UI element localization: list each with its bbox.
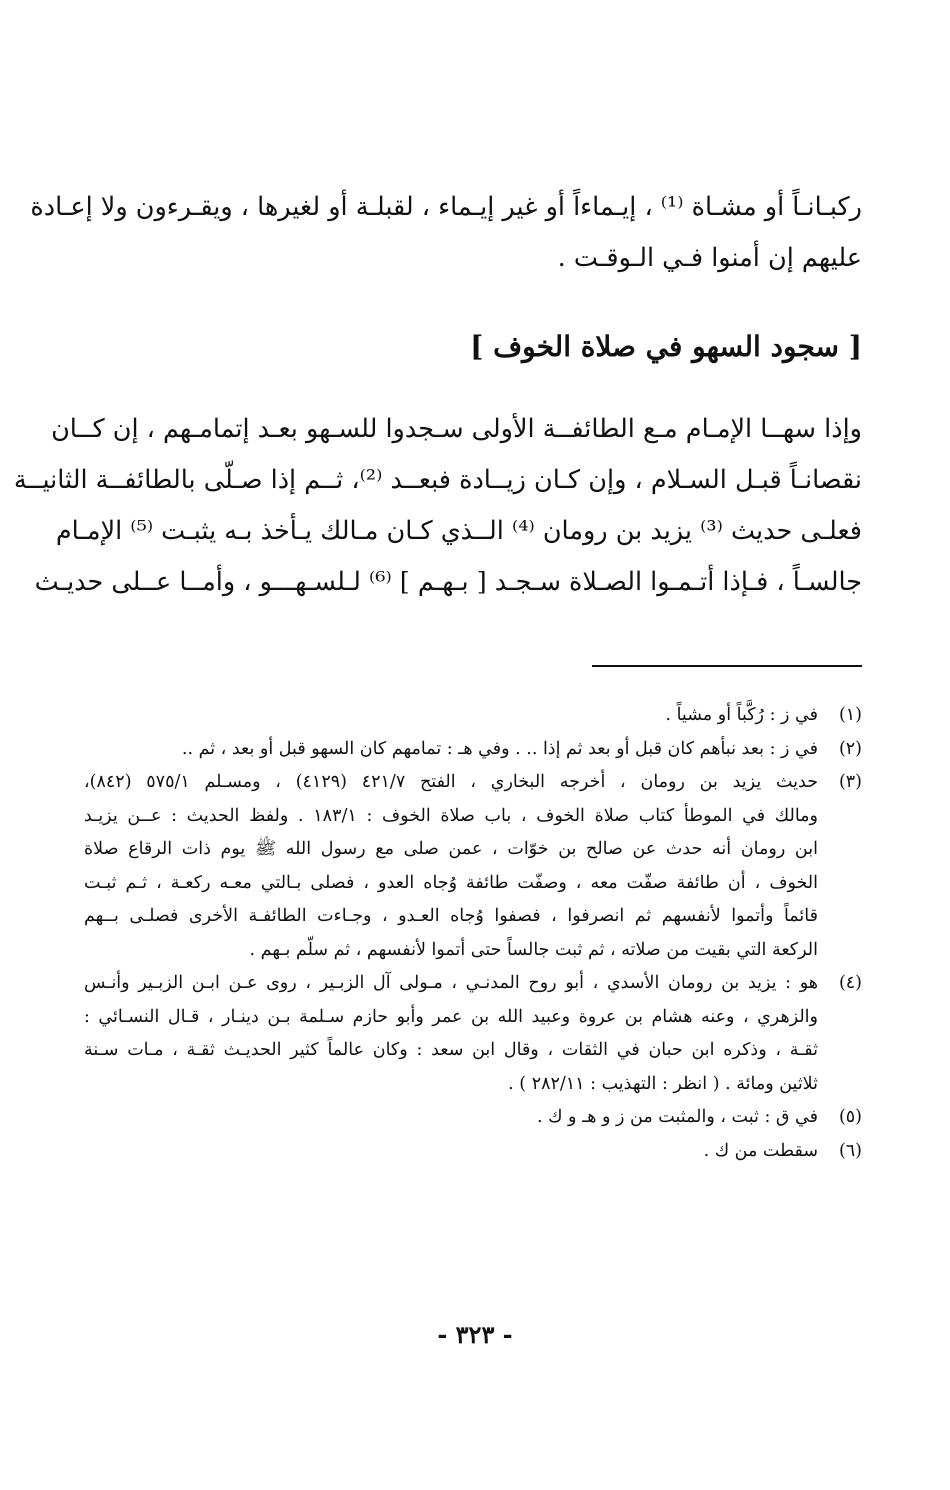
footnote-number: (٥) <box>838 1107 862 1127</box>
footnote-4 <box>84 967 862 1101</box>
page-number: - ٣٢٣ - <box>437 1320 513 1349</box>
footnote-number: (٢) <box>838 738 862 759</box>
footnote-5 <box>84 1101 862 1135</box>
footnote-1 <box>84 699 862 733</box>
paragraph-2-line-3: فعلـى حديث ⁽³⁾ يزيد بن رومان ⁽⁴⁾ الــذي كـان مـالك يـأخذ بـه يثبـت ⁽⁵⁾ الإمـام <box>55 516 862 546</box>
paragraph-2-line-4: جالسـاً ، فـإذا أتـمـوا الصـلاة سـجـد [ بـهـم ] ⁽⁶⁾ لـلسـهـــو ، وأمــا عــلى حديـث <box>34 567 862 597</box>
footnote-number: (٦) <box>838 1140 862 1161</box>
footnote-line: الركعة التي بقيت من صلاته ، ثم ثبت جالساً حتى أتموا لأنفسهم ، ثم سلّم بـهم . <box>249 939 818 960</box>
footnote-6 <box>84 1135 862 1169</box>
paragraph-1-line-2: عليهم إن أمنوا فـي الـوقـت . <box>557 243 862 273</box>
section-heading: [ سجود السهو في صلاة الخوف ] <box>470 330 862 363</box>
footnotes <box>84 699 862 1168</box>
footnote-line: في ز : رُكَّباً أو مشياً . <box>665 705 818 725</box>
footnote-line: حديث يزيد بن رومان ، أخرجه البخاري ، الفتح ٤٢١/٧ (٤١٢٩) ، ومسـلم ٥٧٥/١ (٨٤٢)، <box>84 772 819 792</box>
footnote-line: ومالك في الموطأ كتاب صلاة الخوف ، باب صلاة الخوف : ١٨٣/١ . ولفظ الحديث : عــن يزيـد <box>84 805 818 826</box>
footnote-line: سقطت من ك . <box>703 1140 818 1161</box>
footnote-line: قائماً وأتموا لأنفسهم ثم انصرفوا ، فصفوا وُجاه العـدو ، وجـاءت الطائفـة الأخرى فصلـى بــهم <box>84 906 818 926</box>
footnote-3 <box>84 766 862 967</box>
footnote-separator <box>592 665 862 667</box>
paragraph-2-line-2: نقصانـاً قبـل السـلام ، وإن كـان زيــادة فبعــد ⁽²⁾، ثــم إذا صـلّى بالطائفــة الثانيــة <box>13 465 862 495</box>
footnote-number: (٤) <box>838 973 862 993</box>
paragraph-2-line-1: وإذا سهــا الإمـام مـع الطائفــة الأولى سـجدوا للسـهو بعـد إتمامـهم ، إن كــان <box>51 414 862 444</box>
footnote-2 <box>84 733 862 767</box>
footnote-line: ابن رومان أنه حدث عن صالح بن خوّات ، عمن صلى مع رسول الله ﷺ يوم ذات الرقاع صلاة <box>84 839 818 859</box>
footnote-number: (١) <box>838 705 862 725</box>
paragraph-1 <box>30 182 862 284</box>
footnote-number: (٣) <box>838 772 862 792</box>
footnote-line: في ق : ثبت ، والمثبت من ز و هـ و ك . <box>536 1107 818 1127</box>
footnote-line: ثقـة ، وذكره ابن حبان في الثقات ، وقال ابن سعد : وكان عالماً كثير الحديـث ثقـة ، مـات سـنة <box>84 1040 818 1060</box>
footnote-line: والزهري ، وعنه هشام بن عروة وعبيد الله بن عمر وأبو حازم سـلمة بـن دينـار ، قـال النسـائي : <box>84 1006 818 1027</box>
footnote-line: الخوف ، أن طائفة صفّت معه ، وصفّت طائفة وُجاه العدو ، فصلى بـالتي معـه ركعـة ، ثـم ثبـت <box>84 872 818 893</box>
footnote-line: ثلاثين ومائة . ( انظر : التهذيب : ٢٨٢/١١ ) . <box>508 1073 818 1094</box>
footnote-line: هو : يزيد بن رومان الأسدي ، أبو روح المدنـي ، مـولى آل الزبـير ، روى عـن ابـن الزبـير وأنـس <box>84 973 818 993</box>
footnote-line: في ز : بعد نبأهم كان قبل أو بعد ثم إذا .. . وفي هـ : تمامهم كان السهو قبل أو بعد ، ثم .. <box>181 738 818 759</box>
paragraph-2 <box>13 404 862 608</box>
paragraph-1-line-1: ركبـانـاً أو مشـاة ⁽¹⁾ ، إيـماءاً أو غير إيـماء ، لقبلـة أو لغيرها ، ويقـرءون ولا إعـادة <box>30 192 862 222</box>
main-text <box>13 182 862 608</box>
